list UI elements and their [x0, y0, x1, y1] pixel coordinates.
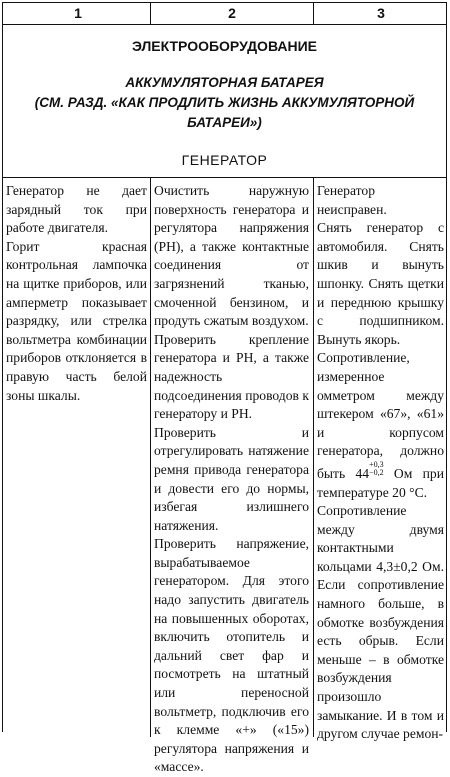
resistance-unit-text: Ом при температуре 20 °С. [317, 465, 444, 500]
table-page [2, 2, 447, 775]
column-2-paragraph: Проверить крепление генератора и РН, а также надежность подсоединения проводов к генератору и РН. [154, 331, 309, 422]
resistance-text: Сопротивление, измеренное омметром между штекером «67», «61» и корпусом генератора, должно быть 44 [317, 350, 444, 481]
column-2-diagnosis [154, 182, 309, 777]
column-2-paragraph: Проверить напряжение, вырабатываемое генератором. Для этого надо запустить двигатель на повышенных оборотах, включить отопитель и дальний свет фар и посмотреть на штатный или переносной вольтметр, подключив его к клемме «+» («15») регулятора напряжения и «массе». [154, 536, 309, 775]
column-number-2: 2 [228, 5, 236, 21]
column-divider [313, 177, 314, 737]
subsection-title-line3: БАТАРЕИ») [187, 115, 262, 130]
header-divider [313, 3, 314, 24]
header-divider [150, 3, 151, 24]
generator-heading: ГЕНЕРАТОР [181, 152, 268, 168]
column-3-paragraph: Снять генератор с автомобиля. Снять шкив и вынуть шпонку. Снять щетки и переднюю крышку с подшипником. Вынуть якорь. [317, 220, 444, 347]
row-divider [3, 177, 446, 178]
tolerance [369, 461, 384, 477]
column-3-paragraph: Сопротивление между двумя контактными кольцами 4,3±0,2 Ом. Если сопротивление намного больше, в обмотке возбуждения есть обрыв. Если меньше – в обмотке возбуждения произошло замыкание. И в том и другом случае ремон- [317, 503, 444, 742]
column-2-paragraph: Проверить и отрегулировать натяжение ремня привода генератора и довести его до нормы, избегая излишнего натяжения. [154, 424, 309, 533]
column-number-3: 3 [377, 5, 385, 21]
column-3-paragraph-resistance [317, 349, 444, 502]
column-divider [150, 177, 151, 737]
column-1-malfunction [6, 182, 147, 405]
column-3-remedy [317, 182, 444, 744]
column-1-paragraph: Генератор не дает зарядный ток при работе двигателя. [6, 183, 147, 236]
column-number-1: 1 [74, 5, 82, 21]
tolerance-minus: −0,2 [369, 467, 384, 477]
column-3-paragraph: Генератор неисправен. [317, 183, 387, 217]
tolerance-plus: +0,3 [369, 459, 384, 469]
subsection-title-line1: АККУМУЛЯТОРНАЯ БАТАРЕЯ [125, 75, 324, 90]
column-1-paragraph: Горит красная контрольная лампочка на щитке приборов, или амперметр показывает разрядку, или стрелка вольтметра комбинации приборов отклоняется в правую часть белой зоны шкалы. [6, 238, 147, 403]
column-2-paragraph: Очистить наружную поверхность генератора и регулятора напряжения (РН), а также контактные соединения от загрязнений тканью, смоченной бензином, и продуть сжатым воздухом. [154, 183, 309, 329]
column-header-row [3, 3, 446, 25]
subsection-title-line2: (СМ. РАЗД. «КАК ПРОДЛИТЬ ЖИЗНЬ АККУМУЛЯТОРНОЙ [34, 95, 415, 110]
section-title: ЭЛЕКТРООБОРУДОВАНИЕ [132, 38, 317, 54]
